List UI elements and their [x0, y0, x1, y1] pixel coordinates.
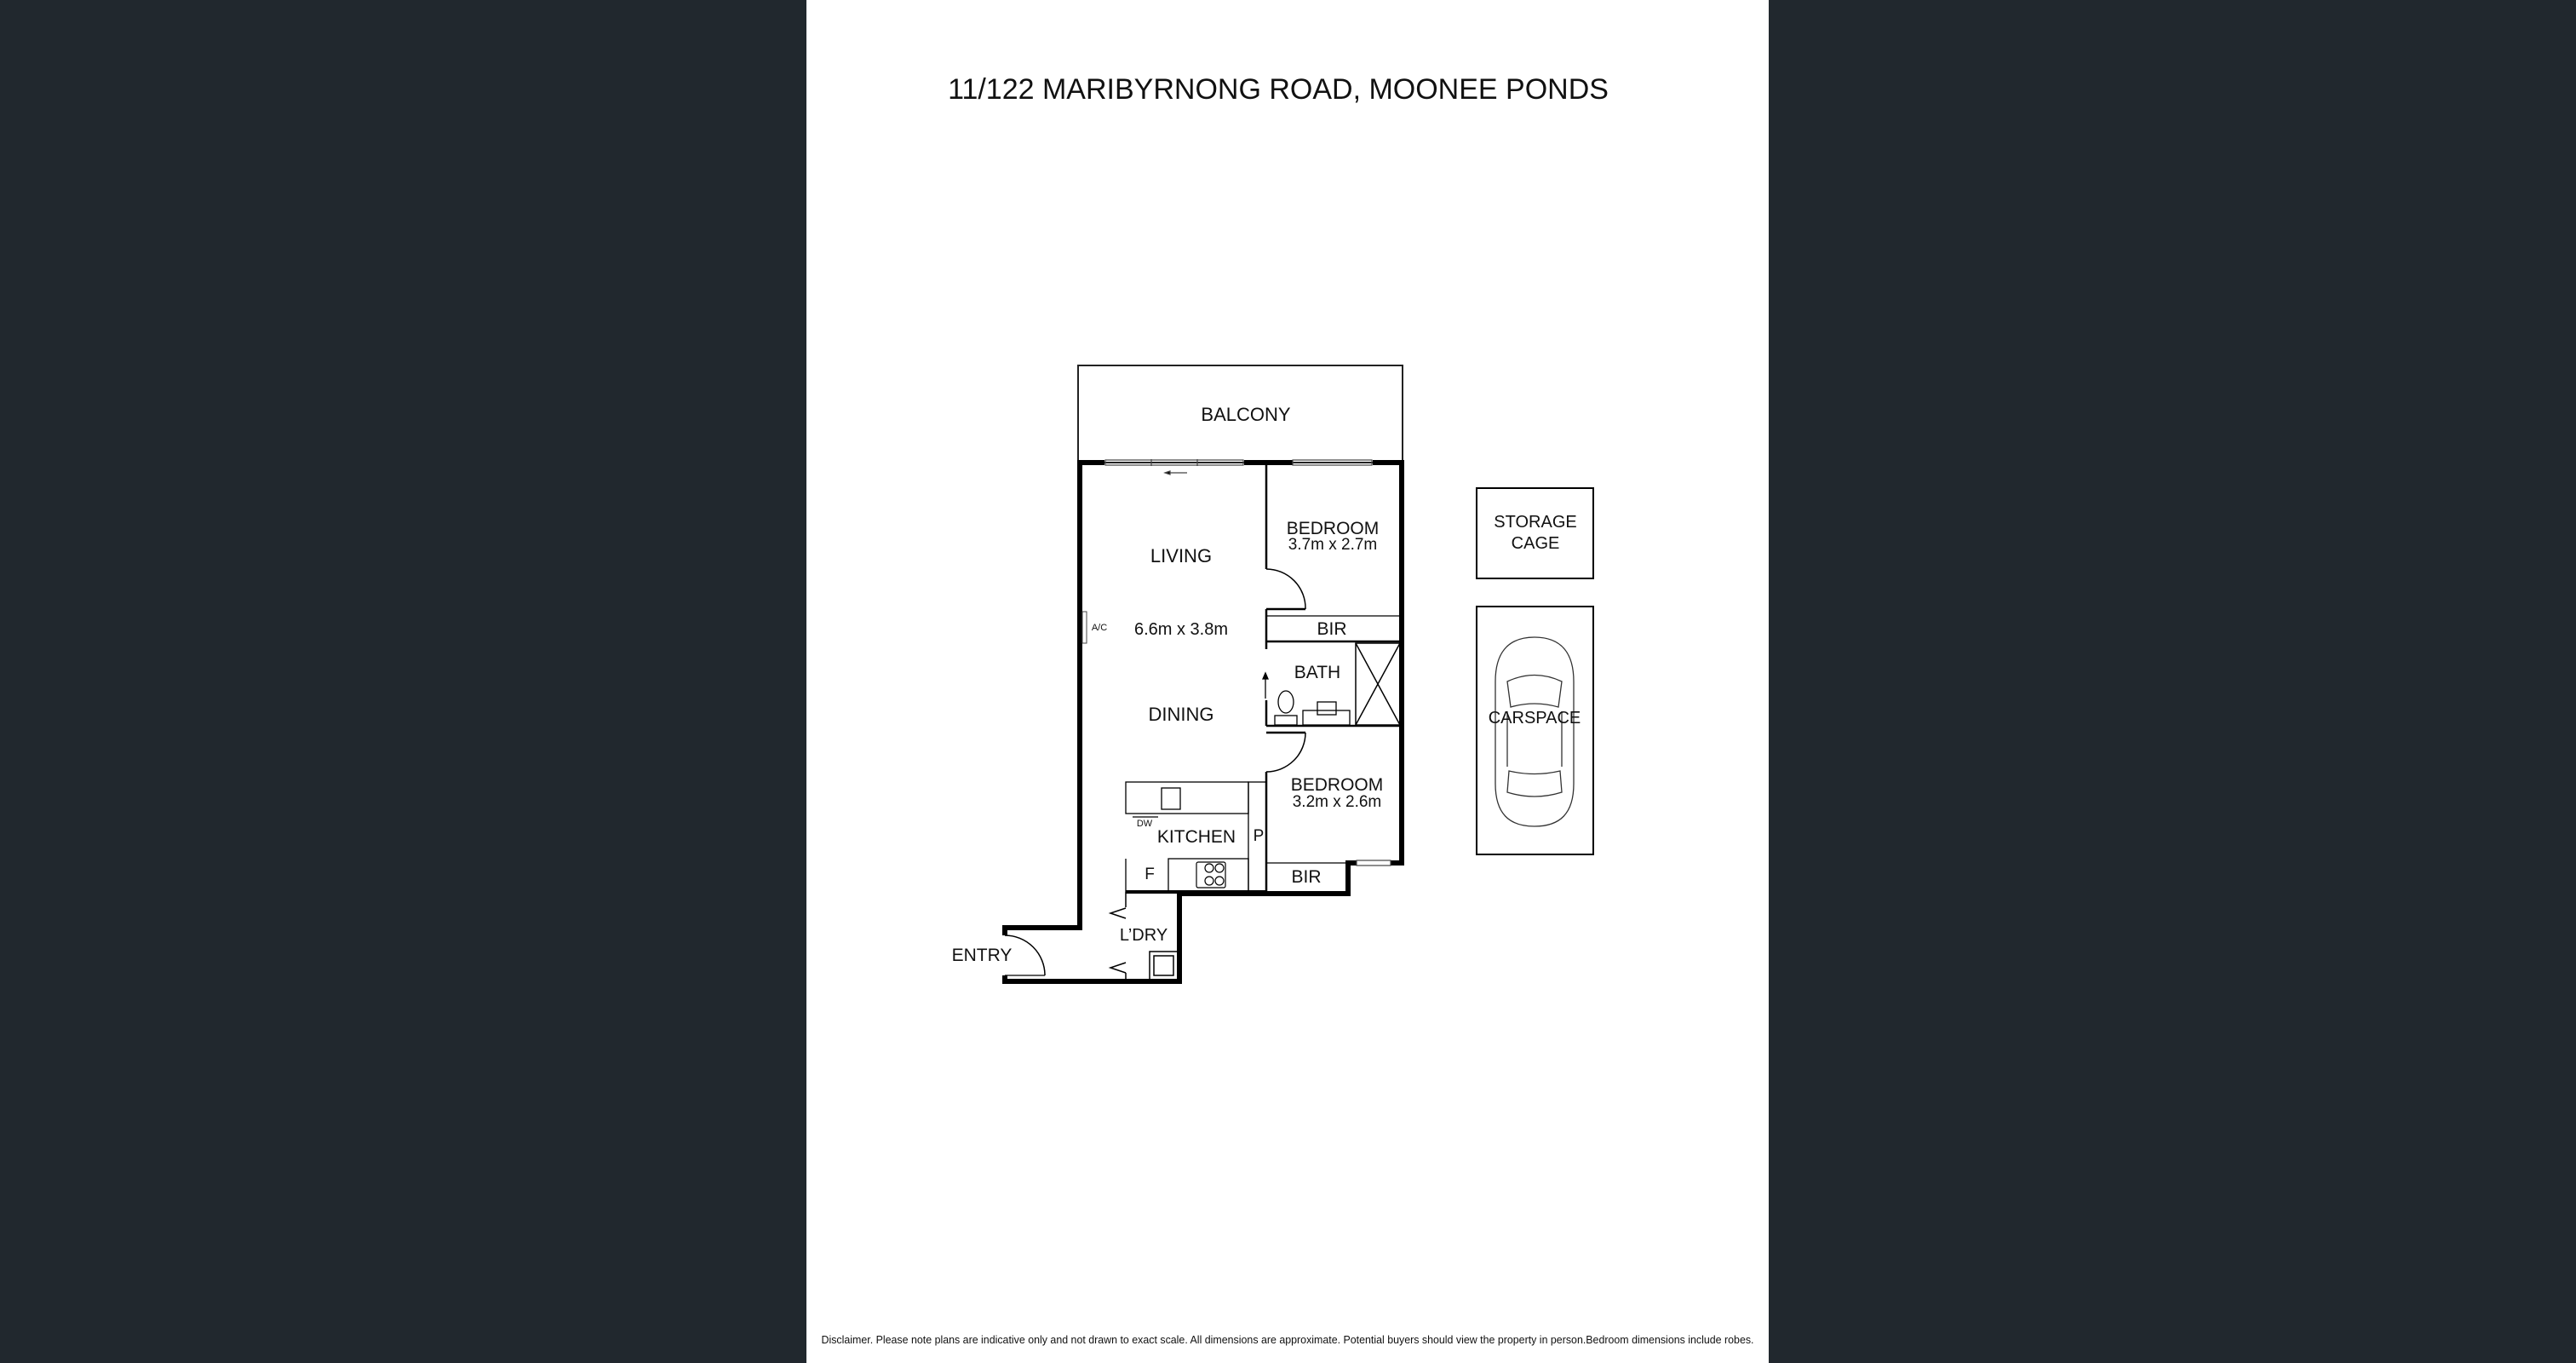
property-title: 11/122 MARIBYRNONG ROAD, MOONEE PONDS: [948, 73, 1609, 106]
label-bedroom-2-dims: 3.2m x 2.6m: [1292, 793, 1382, 811]
label-fridge: F: [1145, 866, 1155, 883]
storage-cage-outline: [1477, 488, 1593, 578]
label-bir-1: BIR: [1317, 619, 1347, 639]
label-balcony: BALCONY: [1201, 404, 1291, 425]
label-bedroom-2: BEDROOM: [1290, 775, 1384, 795]
car-icon: [1495, 637, 1574, 826]
label-bedroom-1-dims: 3.7m x 2.7m: [1288, 536, 1378, 554]
label-entry: ENTRY: [951, 946, 1013, 965]
label-storage: STORAGE: [1494, 513, 1577, 532]
toilet-icon: [1263, 673, 1297, 725]
label-bir-2: BIR: [1291, 867, 1322, 887]
ac-unit-icon: [1082, 612, 1087, 643]
label-living: LIVING: [1150, 545, 1213, 566]
label-cage: CAGE: [1511, 534, 1560, 553]
label-bedroom-1: BEDROOM: [1286, 519, 1380, 538]
label-pantry: P: [1253, 827, 1265, 845]
label-bath: BATH: [1294, 663, 1341, 682]
label-kitchen: KITCHEN: [1156, 827, 1236, 847]
label-living-dims: 6.6m x 3.8m: [1133, 620, 1229, 639]
cooktop-icon: [1196, 862, 1225, 888]
label-carspace: CARSPACE: [1488, 709, 1581, 728]
carspace-outline: [1477, 607, 1593, 854]
label-laundry: L’DRY: [1119, 926, 1168, 945]
vanity-icon: [1303, 702, 1350, 725]
label-ac: A/C: [1091, 623, 1108, 633]
disclaimer: Disclaimer. Please note plans are indicative only and not drawn to exact scale. All dimensions are approximate. Potential buyers should view the property in person.Bedroom dimensions include robes.: [821, 1333, 1754, 1346]
label-dining: DINING: [1148, 704, 1214, 725]
shower-icon: [1356, 643, 1400, 725]
label-dw: DW: [1136, 819, 1153, 829]
